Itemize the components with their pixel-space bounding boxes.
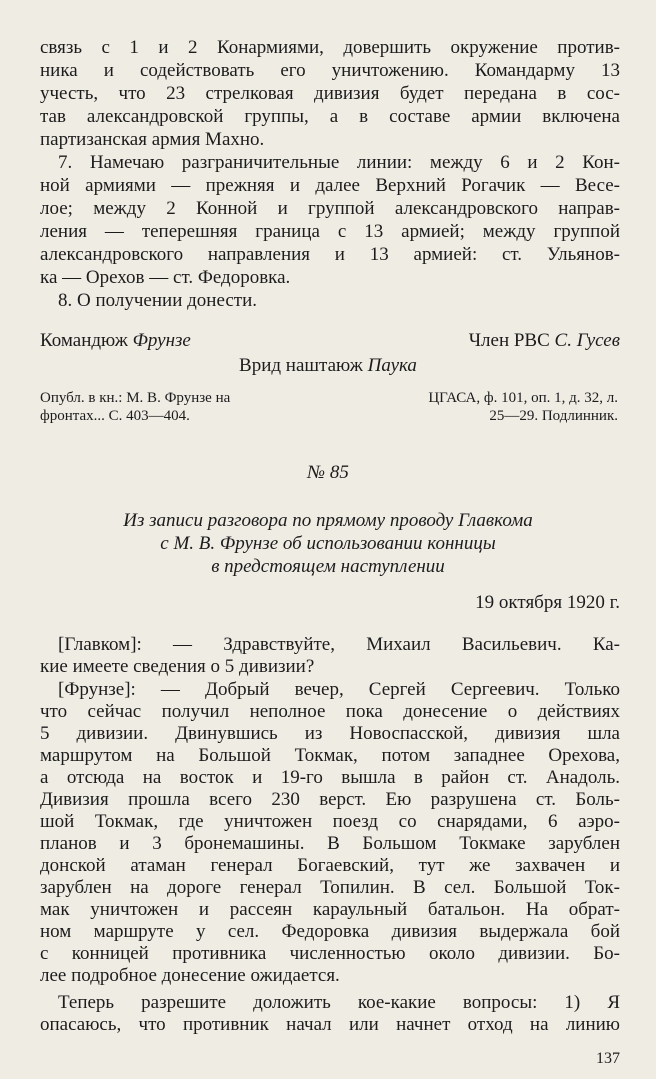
text-line: с конницей противника численностью около дивизии. Бо- xyxy=(40,943,620,964)
archive-ref: ЦГАСА, ф. 101, оп. 1, д. 32, л. xyxy=(428,390,618,406)
text-line: донской атаман генерал Богаевский, тут же захвачен и xyxy=(40,855,620,876)
text-line: 5 дивизии. Двинувшись из Новоспасской, дивизия шла xyxy=(40,723,620,744)
signature-rvs-member xyxy=(469,330,620,352)
text-line: маршрутом на Большой Токмак, потом западнее Орехова, xyxy=(40,745,620,766)
text-line: зарублен на дороге генерал Топилин. В сел. Большой Ток- xyxy=(40,877,620,898)
text-line: ной армиями — прежняя и далее Верхний Рогачик — Весе- xyxy=(40,175,620,196)
document-number: № 85 xyxy=(307,462,349,483)
signature-name: С. Гусев xyxy=(554,330,620,351)
signature-chief-of-staff xyxy=(0,355,656,377)
signature-commander xyxy=(40,330,191,352)
text-line: партизанская армия Махно. xyxy=(40,129,265,150)
document-heading: в предстоящем наступлении xyxy=(211,556,445,577)
signature-title: Командюж xyxy=(40,330,128,351)
text-line: кие имеете сведения о 5 дивизии? xyxy=(40,656,315,677)
text-line: Теперь разрешите доложить кое-какие вопросы: 1) Я xyxy=(58,992,620,1013)
document-heading: с М. В. Фрунзе об использовании конницы xyxy=(160,533,496,554)
text-line: Дивизия прошла всего 230 верст. Ею разрушена ст. Боль- xyxy=(40,789,620,810)
text-line: опасаюсь, что противник начал или начнет отход на линию xyxy=(40,1014,620,1035)
page-number: 137 xyxy=(596,1050,620,1067)
text-line: ника и содействовать его уничтожению. Командарму 13 xyxy=(40,60,620,81)
text-line: лое; между 2 Конной и группой александровского направ- xyxy=(40,198,620,219)
text-line: александровского направления и 13 армией: ст. Ульянов- xyxy=(40,244,620,265)
signature-title: Член РВС xyxy=(468,330,550,351)
text-line: мак уничтожен и рассеян караульный батальон. На обрат- xyxy=(40,899,620,920)
publication-ref: Опубл. в кн.: М. В. Фрунзе на xyxy=(40,390,231,406)
text-line: что сейчас получил неполное пока донесение о действиях xyxy=(40,701,620,722)
signature-name: Фрунзе xyxy=(132,330,191,351)
text-line: ления — теперешняя граница с 13 армией; между группой xyxy=(40,221,620,242)
text-line: шой Токмак, где уничтожен поезд со снарядами, 6 аэро- xyxy=(40,811,620,832)
publication-ref: фронтах... С. 403—404. xyxy=(40,408,190,424)
text-line: связь с 1 и 2 Конармиями, довершить окружение против- xyxy=(40,37,620,58)
document-heading: Из записи разговора по прямому проводу Главкома xyxy=(123,510,533,531)
signature-name: Паука xyxy=(367,355,417,376)
archive-ref: 25—29. Подлинник. xyxy=(489,408,618,424)
text-line: ка — Орехов — ст. Федоровка. xyxy=(40,267,291,288)
text-line: тав александровской группы, а в составе армии включена xyxy=(40,106,620,127)
text-line: [Главком]: — Здравствуйте, Михаил Васильевич. Ка- xyxy=(58,634,620,655)
text-line: планов и 3 бронемашины. В Большом Токмаке зарублен xyxy=(40,833,620,854)
text-line: [Фрунзе]: — Добрый вечер, Сергей Сергеевич. Только xyxy=(58,679,620,700)
text-line: 8. О получении донести. xyxy=(58,290,258,311)
text-line: ном маршруте у сел. Федоровка дивизия выдержала бой xyxy=(40,921,620,942)
text-line: учесть, что 23 стрелковая дивизия будет передана в сос- xyxy=(40,83,620,104)
text-line: 7. Намечаю разграничительные линии: между 6 и 2 Кон- xyxy=(58,152,620,173)
document-date: 19 октября 1920 г. xyxy=(475,592,620,613)
signature-title: Врид наштаюж xyxy=(239,355,363,376)
text-line: лее подробное донесение ожидается. xyxy=(40,965,340,986)
text-line: а отсюда на восток и 19-го вышла в район ст. Анадоль. xyxy=(40,767,620,788)
